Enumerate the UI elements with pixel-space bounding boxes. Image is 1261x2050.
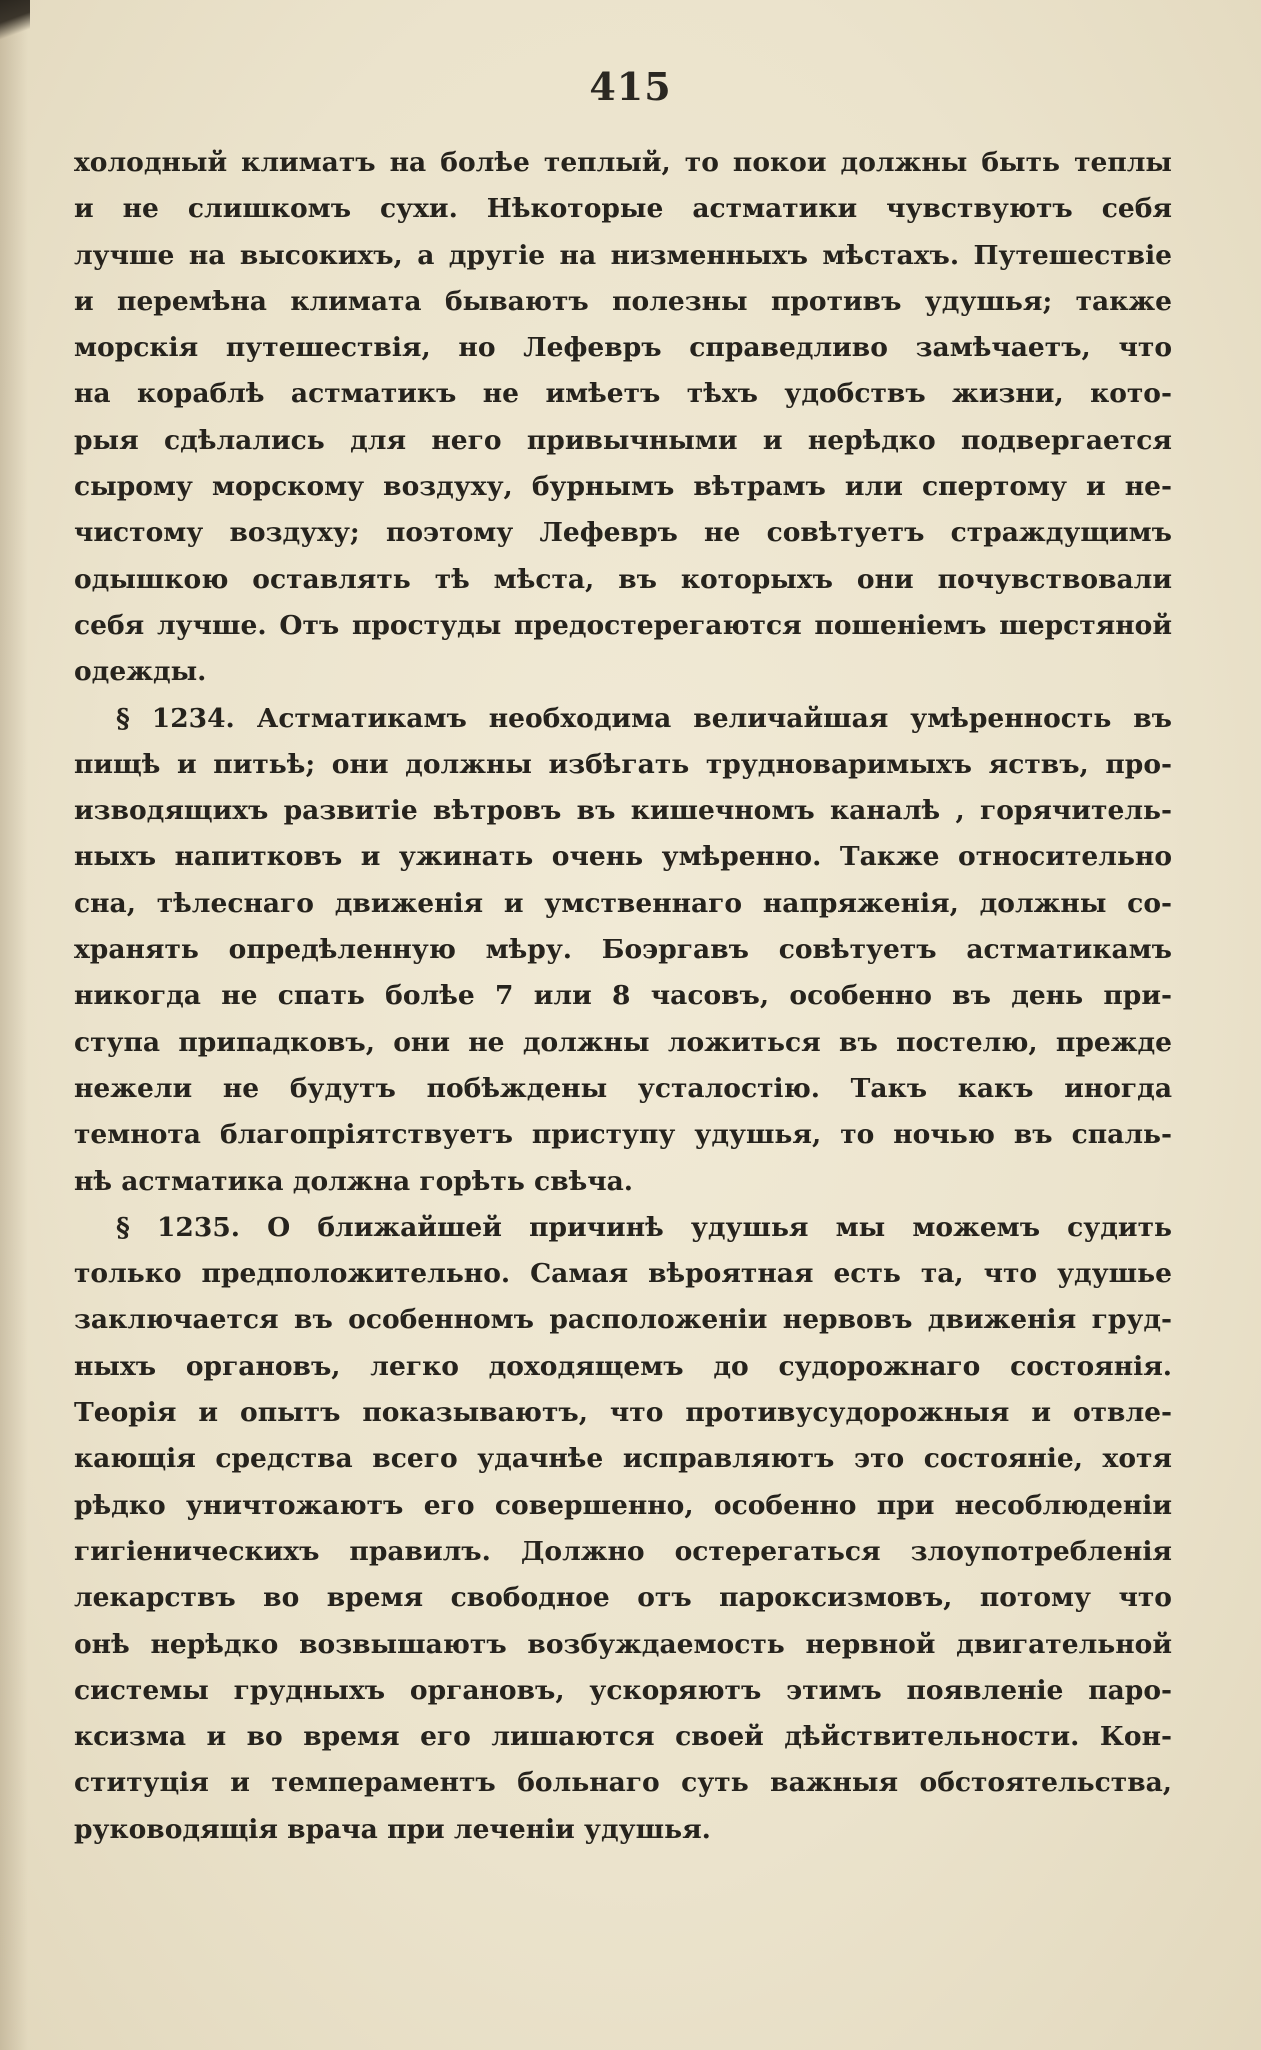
text-line: рыя сдѣлались для него привычными и нерѣдко подвергается: [74, 424, 1172, 456]
text-line: и перемѣна климата бываютъ полезны противъ удушья; также: [74, 285, 1172, 317]
text-line: гигіеническихъ правилъ. Должно остерегаться злоупотребленія: [74, 1535, 1172, 1567]
text-line: кающія средства всего удачнѣе исправляютъ это состояніе, хотя: [74, 1443, 1172, 1475]
text-line: заключается въ особенномъ расположеніи нервовъ движенія груд-: [74, 1304, 1172, 1336]
text-line: § 1235. О ближайшей причинѣ удушья мы можемъ судить: [116, 1211, 1172, 1243]
page-number: 415: [589, 64, 672, 109]
text-line: рѣдко уничтожаютъ его совершенно, особенно при несоблюденіи: [74, 1489, 1172, 1521]
text-line: лекарствъ во время свободное отъ пароксизмовъ, потому что: [74, 1582, 1172, 1614]
text-line: только предположительно. Самая вѣроятная есть та, что удушье: [74, 1258, 1172, 1290]
text-line: изводящихъ развитіе вѣтровъ въ кишечномъ каналѣ , горячитель-: [74, 795, 1172, 827]
text-line: нежели не будутъ побѣждены усталостію. Такъ какъ иногда: [74, 1072, 1172, 1104]
text-line: нѣ астматика должна горѣть свѣча.: [74, 1165, 634, 1197]
text-line: ныхъ органовъ, легко доходящемъ до судорожнаго состоянія.: [74, 1350, 1172, 1382]
text-line: морскія путешествія, но Лефевръ справедливо замѣчаетъ, что: [74, 332, 1172, 364]
text-line: хранять опредѣленную мѣру. Боэргавъ совѣтуетъ астматикамъ: [74, 934, 1172, 966]
page-corner-mark: [0, 0, 30, 46]
text-line: ныхъ напитковъ и ужинать очень умѣренно. Также относительно: [74, 841, 1172, 873]
text-line: сна, тѣлеснаго движенія и умственнаго напряженія, должны со-: [74, 887, 1172, 919]
text-line: никогда не спать болѣе 7 или 8 часовъ, особенно въ день при-: [74, 980, 1172, 1012]
text-line: онѣ нерѣдко возвышаютъ возбуждаемость нервной двигательной: [74, 1628, 1172, 1660]
text-line: темнота благопріятствуетъ приступу удушья, то ночью въ спаль-: [74, 1119, 1172, 1151]
text-line: одышкою оставлять тѣ мѣста, въ которыхъ они почувствовали: [74, 563, 1172, 595]
body-text: [74, 140, 1172, 1853]
text-line: на кораблѣ астматикъ не имѣетъ тѣхъ удобствъ жизни, кото-: [74, 378, 1172, 410]
text-line: лучше на высокихъ, а другіе на низменныхъ мѣстахъ. Путешествіе: [74, 239, 1172, 271]
text-line: пищѣ и питьѣ; они должны избѣгать трудноваримыхъ яствъ, про-: [74, 748, 1172, 780]
text-line: одежды.: [74, 656, 207, 688]
text-line: сырому морскому воздуху, бурнымъ вѣтрамъ или спертому и не-: [74, 471, 1172, 503]
text-line: ксизма и во время его лишаются своей дѣйствительности. Кон-: [74, 1721, 1172, 1753]
text-line: чистому воздуху; поэтому Лефевръ не совѣтуетъ страждущимъ: [74, 517, 1172, 549]
text-line: руководящія врача при леченіи удушья.: [74, 1813, 711, 1845]
text-line: системы грудныхъ органовъ, ускоряютъ этимъ появленіе паро-: [74, 1674, 1172, 1706]
text-line: и не слишкомъ сухи. Нѣкоторые астматики чувствуютъ себя: [74, 193, 1172, 225]
text-line: Теорія и опытъ показываютъ, что противусудорожныя и отвле-: [74, 1397, 1172, 1429]
text-line: ступа припадковъ, они не должны ложиться въ постелю, прежде: [74, 1026, 1172, 1058]
spine-shadow: [0, 0, 28, 2050]
text-line: § 1234. Астматикамъ необходима величайшая умѣренность въ: [116, 702, 1172, 734]
text-line: себя лучше. Отъ простуды предостерегаются пошеніемъ шерстяной: [74, 609, 1172, 641]
text-line: холодный климатъ на болѣе теплый, то покои должны быть теплы: [74, 147, 1172, 178]
text-line: ституція и темпераментъ больнаго суть важныя обстоятельства,: [74, 1767, 1172, 1799]
